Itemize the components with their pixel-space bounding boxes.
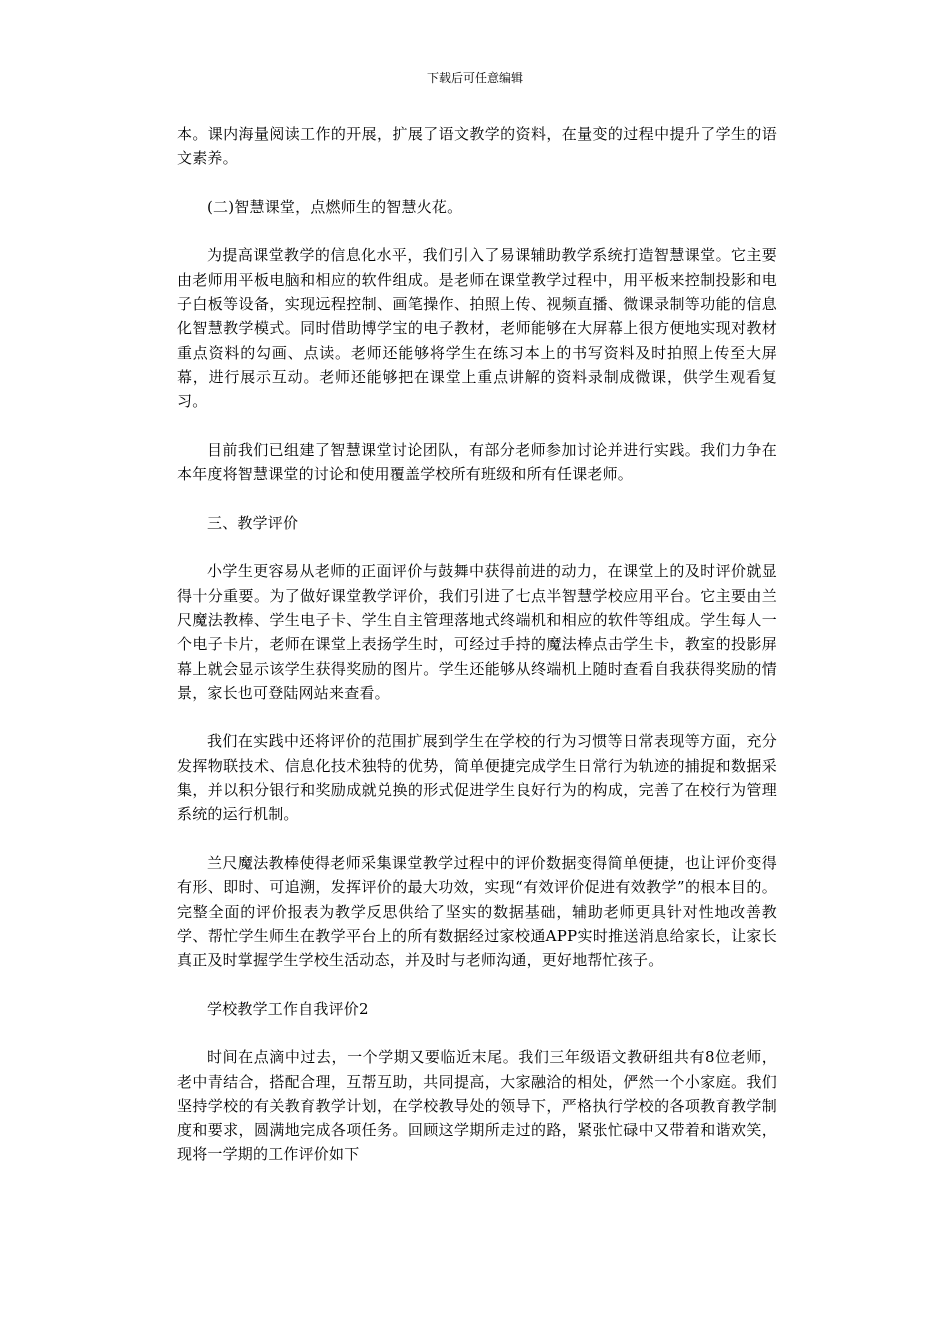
paragraph-evaluation-scope: 我们在实践中还将评价的范围扩展到学生在学校的行为习惯等日常表现等方面，充分发挥物联技术、信息化技术独特的优势，简单便捷完成学生日常行为轨迹的捕捉和数据采集，并以积分银行和奖励成就兑换的形式促进学生良好行为的构成，完善了在校行为管理系统的运行机制。 [177,732,777,824]
paragraph-evaluation-platform: 小学生更容易从老师的正面评价与鼓舞中获得前进的动力，在课堂上的及时评价就显得十分重要。为了做好课堂教学评价，我们引进了七点半智慧学校应用平台。它主要由兰尺魔法教棒、学生电子卡、学生自主管理落地式终端机和相应的软件等组成。学生每人一个电子卡片，老师在课堂上表扬学生时，可经过手持的魔法棒点击学生卡，教室的投影屏幕上就会显示该学生获得奖励的图片。学生还能够从终端机上随时查看自我获得奖励的情景，家长也可登陆网站来查看。 [177,562,777,702]
paragraph-smart-classroom: 为提高课堂教学的信息化水平，我们引入了易课辅助教学系统打造智慧课堂。它主要由老师用平板电脑和相应的软件组成。是老师在课堂教学过程中，用平板来控制投影和电子白板等设备，实现远程控制、画笔操作、拍照上传、视频直播、微课录制等功能的信息化智慧教学模式。同时借助博学宝的电子教材，老师能够在大屏幕上很方便地实现对教材重点资料的勾画、点读。老师还能够将学生在练习本上的书写资料及时拍照上传至大屏幕，进行展示互动。老师还能够把在课堂上重点讲解的资料录制成微课，供学生观看复习。 [177,246,777,411]
document-body [177,122,777,1191]
paragraph-semester-review: 时间在点滴中过去，一个学期又要临近末尾。我们三年级语文教研组共有8位老师，老中青结合，搭配合理，互帮互助，共同提高，大家融洽的相处，俨然一个小家庭。我们坚持学校的有关教育教学计划，在学校教导处的领导下，严格执行学校的各项教育教学制度和要求，圆满地完成各项任务。回顾这学期所走过的路，紧张忙碌中又带着和谐欢笑，现将一学期的工作评价如下 [177,1048,777,1164]
section-heading-smart-classroom: (二)智慧课堂，点燃师生的智慧火花。 [207,197,463,216]
section-heading-teaching-evaluation: 三、教学评价 [207,513,299,532]
page-header: 下载后可任意编辑 [426,71,523,85]
paragraph-magic-wand: 兰尺魔法教棒使得老师采集课堂教学过程中的评价数据变得简单便捷，也让评价变得有形、即时、可追溯，发挥评价的最大功效，实现“有效评价促进有效教学”的根本目的。完整全面的评价报表为教学反思供给了坚实的数据基础，辅助老师更具针对性地改善教学、帮忙学生师生在教学平台上的所有数据经过家校通APP实时推送消息给家长，让家长真正及时掌握学生学校生活动态，并及时与老师沟通，更好地帮忙孩子。 [177,853,777,970]
section-heading-self-evaluation-2: 学校教学工作自我评价2 [207,999,369,1018]
paragraph-continuation: 本。课内海量阅读工作的开展，扩展了语文教学的资料，在量变的过程中提升了学生的语文素养。 [177,125,777,168]
paragraph-smart-classroom-team: 目前我们已组建了智慧课堂讨论团队，有部分老师参加讨论并进行实践。我们力争在本年度将智慧课堂的讨论和使用覆盖学校所有班级和所有任课老师。 [177,440,777,484]
